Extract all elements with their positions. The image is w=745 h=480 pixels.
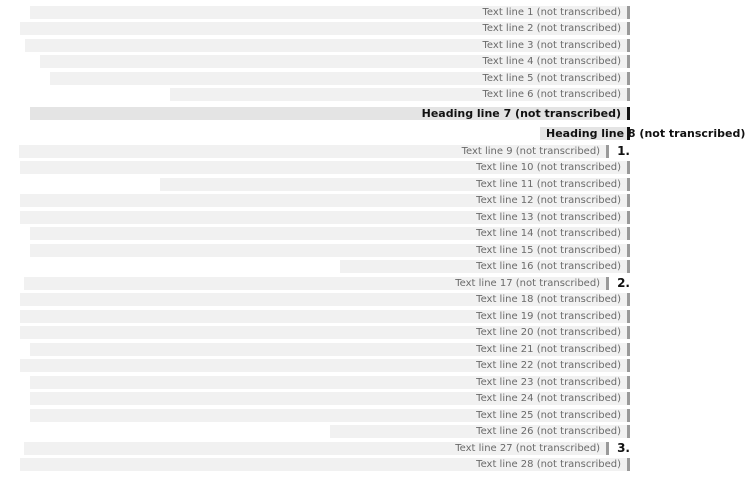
text-placeholder: Text line 4 (not transcribed) bbox=[40, 55, 630, 68]
text-placeholder: Text line 11 (not transcribed) bbox=[160, 178, 630, 191]
text-line bbox=[10, 407, 630, 424]
text-line bbox=[10, 54, 630, 71]
text-line bbox=[10, 292, 630, 309]
text-placeholder: Text line 25 (not transcribed) bbox=[30, 409, 630, 422]
text-placeholder: Text line 26 (not transcribed) bbox=[330, 425, 630, 438]
list-item-line bbox=[10, 143, 630, 160]
text-line bbox=[10, 4, 630, 21]
text-line bbox=[10, 457, 630, 474]
text-placeholder: Text line 5 (not transcribed) bbox=[50, 72, 630, 85]
text-line bbox=[10, 358, 630, 375]
text-line bbox=[10, 341, 630, 358]
text-placeholder: Text line 18 (not transcribed) bbox=[20, 293, 630, 306]
text-line bbox=[10, 37, 630, 54]
text-line bbox=[10, 391, 630, 408]
text-placeholder: Text line 21 (not transcribed) bbox=[30, 343, 630, 356]
text-placeholder: Text line 9 (not transcribed) bbox=[19, 145, 609, 158]
text-line bbox=[10, 70, 630, 87]
text-line bbox=[10, 308, 630, 325]
list-number: 2. bbox=[617, 276, 630, 291]
text-placeholder: Text line 28 (not transcribed) bbox=[20, 458, 630, 471]
text-line bbox=[10, 325, 630, 342]
text-placeholder: Text line 16 (not transcribed) bbox=[340, 260, 630, 273]
text-line bbox=[10, 242, 630, 259]
document-page bbox=[10, 4, 745, 473]
text-placeholder: Text line 6 (not transcribed) bbox=[170, 88, 630, 101]
text-placeholder: Heading line 7 (not transcribed) bbox=[30, 107, 630, 120]
text-line bbox=[10, 176, 630, 193]
text-line bbox=[10, 21, 630, 38]
text-line bbox=[10, 209, 630, 226]
text-placeholder: Text line 10 (not transcribed) bbox=[20, 161, 630, 174]
text-placeholder: Text line 22 (not transcribed) bbox=[20, 359, 630, 372]
list-item-line bbox=[10, 440, 630, 457]
text-line bbox=[10, 259, 630, 276]
text-line bbox=[10, 193, 630, 210]
text-placeholder: Text line 14 (not transcribed) bbox=[30, 227, 630, 240]
text-placeholder: Heading line 8 (not transcribed) bbox=[540, 127, 630, 140]
section-heading-line bbox=[10, 123, 745, 143]
text-placeholder: Text line 12 (not transcribed) bbox=[20, 194, 630, 207]
text-placeholder: Text line 2 (not transcribed) bbox=[20, 22, 630, 35]
text-placeholder: Text line 27 (not transcribed) bbox=[24, 442, 609, 455]
list-number: 3. bbox=[617, 441, 630, 456]
text-placeholder: Text line 13 (not transcribed) bbox=[20, 211, 630, 224]
list-number: 1. bbox=[617, 144, 630, 159]
text-placeholder: Text line 19 (not transcribed) bbox=[20, 310, 630, 323]
text-line bbox=[10, 374, 630, 391]
text-placeholder: Text line 3 (not transcribed) bbox=[25, 39, 630, 52]
text-placeholder: Text line 20 (not transcribed) bbox=[20, 326, 630, 339]
text-line bbox=[10, 160, 630, 177]
section-heading-line bbox=[10, 103, 630, 123]
text-placeholder: Text line 24 (not transcribed) bbox=[30, 392, 630, 405]
text-placeholder: Text line 17 (not transcribed) bbox=[24, 277, 609, 290]
text-line bbox=[10, 87, 630, 104]
text-placeholder: Text line 1 (not transcribed) bbox=[30, 6, 630, 19]
text-line bbox=[10, 226, 630, 243]
text-placeholder: Text line 23 (not transcribed) bbox=[30, 376, 630, 389]
text-placeholder: Text line 15 (not transcribed) bbox=[30, 244, 630, 257]
list-item-line bbox=[10, 275, 630, 292]
text-line bbox=[10, 424, 630, 441]
